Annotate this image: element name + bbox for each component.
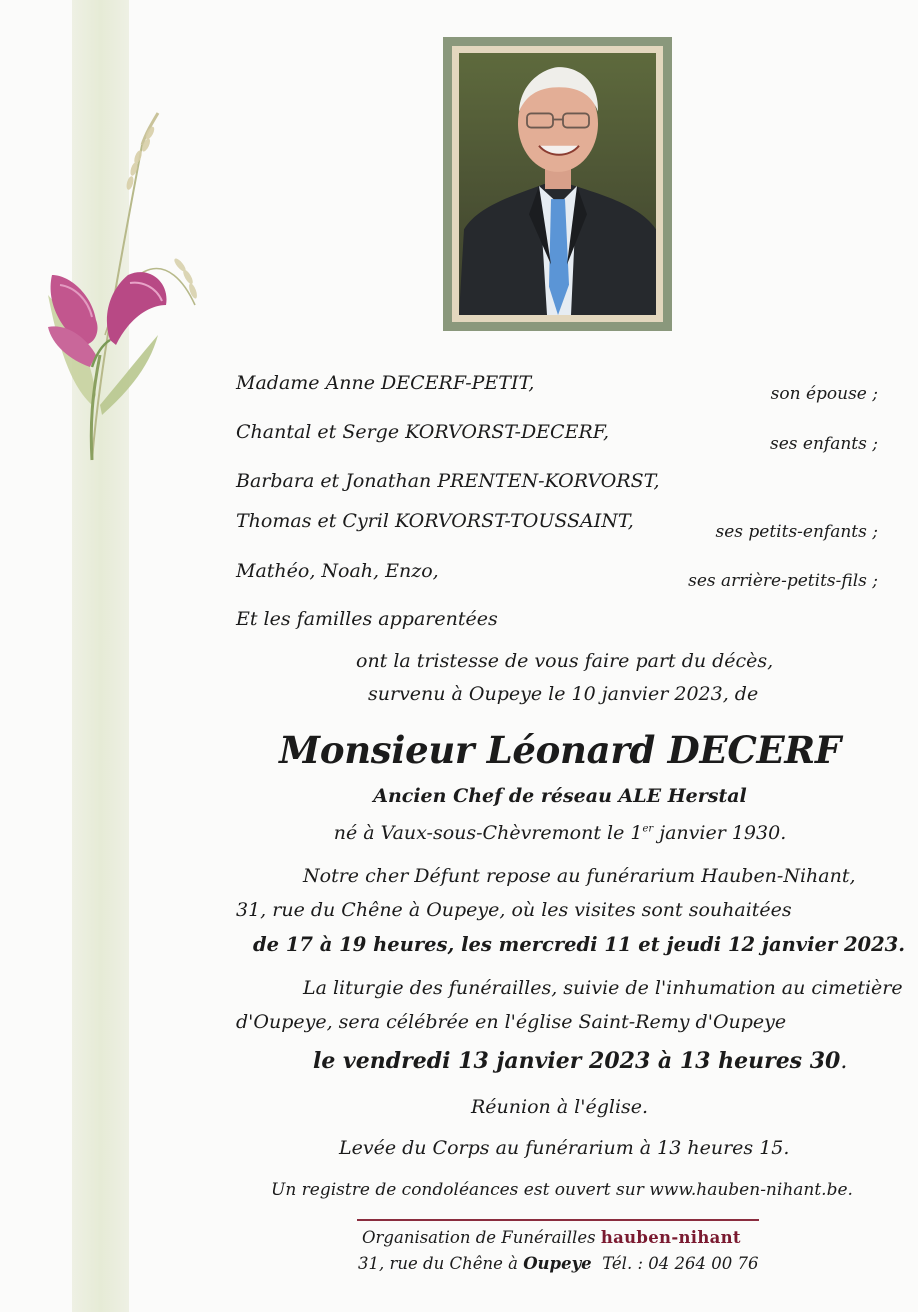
footer-organisation: Organisation de Funérailles hauben-nihant [362,1228,741,1247]
visits-line: Notre cher Défunt repose au funérarium Hauben-Nihant, [303,865,856,887]
family-line: Chantal et Serge KORVORST-DECERF, [236,421,610,443]
calla-lily-illustration [30,105,220,475]
family-relation: ses petits-enfants ; [715,522,878,542]
visits-hours: de 17 à 19 heures, les mercredi 11 et jeudi 12 janvier 2023. [253,933,906,956]
funeral-line: La liturgie des funérailles, suivie de l'inhumation au cimetière [303,977,903,999]
brand-name: hauben-nihant [600,1228,741,1247]
footer-address: 31, rue du Chêne à Oupeye Tél. : 04 264 00 76 [358,1254,759,1273]
family-relation: son épouse ; [770,384,878,404]
portrait-frame [443,37,672,331]
announcement-line: survenu à Oupeye le 10 janvier 2023, de [368,683,759,705]
funeral-line: d'Oupeye, sera célébrée en l'église Saint-Remy d'Oupeye [236,1011,787,1033]
funeral-date: le vendredi 13 janvier 2023 à 13 heures 30. [313,1048,848,1074]
levee-line: Levée du Corps au funérarium à 13 heures 15. [339,1137,790,1159]
family-line: Et les familles apparentées [236,608,498,630]
footer-separator [357,1219,759,1221]
family-line: Barbara et Jonathan PRENTEN-KORVORST, [236,470,660,492]
family-line: Mathéo, Noah, Enzo, [236,560,439,582]
register-line: Un registre de condoléances est ouvert sur www.hauben-nihant.be. [271,1180,853,1200]
deceased-name: Monsieur Léonard DECERF [279,728,841,772]
family-line: Thomas et Cyril KORVORST-TOUSSAINT, [236,510,634,532]
deceased-title: Ancien Chef de réseau ALE Herstal [373,785,747,807]
visits-line: 31, rue du Chêne à Oupeye, où les visites sont souhaitées [236,899,792,921]
family-relation: ses arrière-petits-fils ; [688,571,878,591]
announcement-line: ont la tristesse de vous faire part du décès, [356,650,774,672]
family-relation: ses enfants ; [770,434,878,454]
family-line: Madame Anne DECERF-PETIT, [236,372,535,394]
meeting-line: Réunion à l'église. [471,1096,649,1118]
portrait-photo [459,53,656,315]
birth-line: né à Vaux-sous-Chèvremont le 1er janvier 1930. [333,822,787,844]
